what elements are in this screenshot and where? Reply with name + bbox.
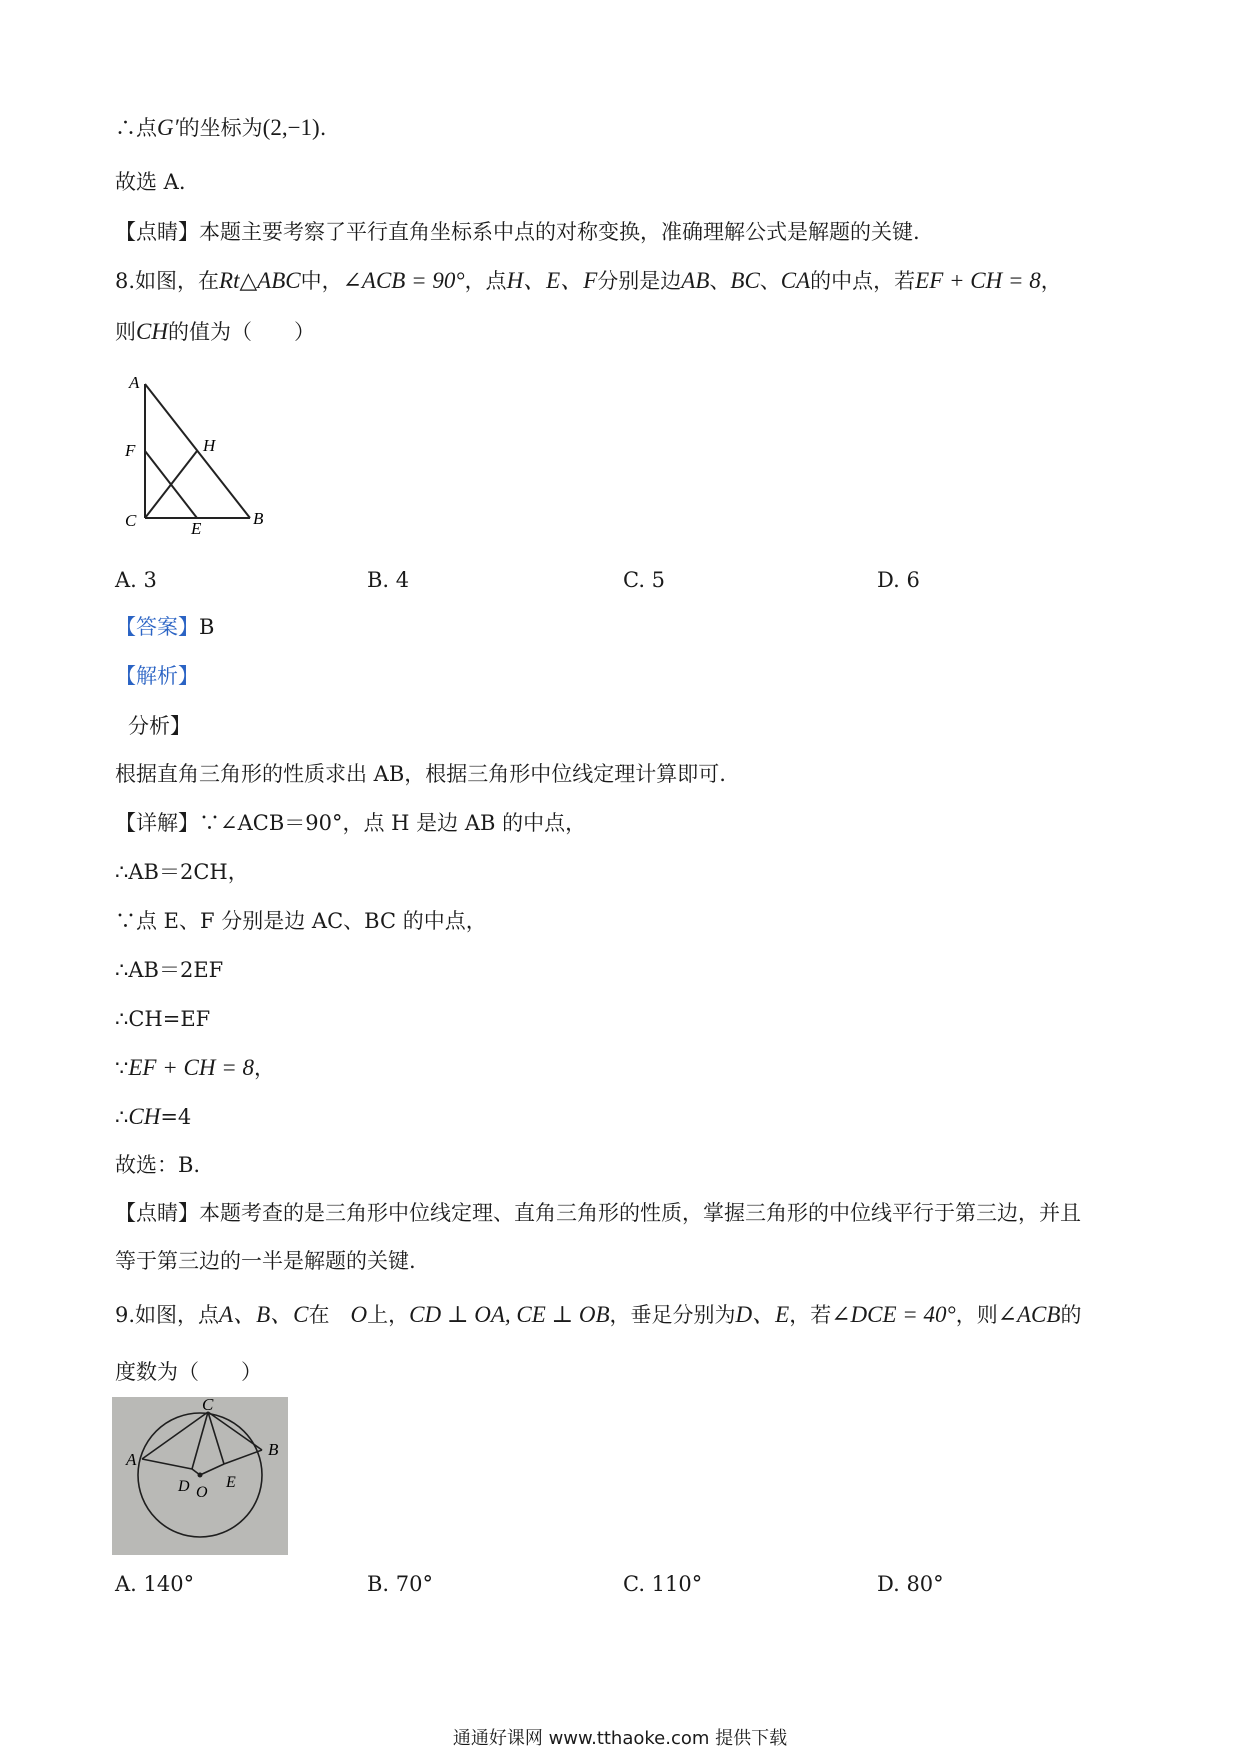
page-footer: 通通好课网 www.tthaoke.com 提供下载 <box>452 1728 788 1749</box>
label-a: A <box>129 374 140 392</box>
q8-answer: 【答案】B <box>115 615 215 639</box>
q8-analysis-head: 分析】 <box>128 714 191 738</box>
label-f: F <box>125 441 136 460</box>
q9-stem-line-1: 9.如图，点A、B、C在 O上，CD ⊥ OA, CE ⊥ OB，垂足分别为D、E，若∠DCE = 40°，则∠ACB的 <box>115 1302 1082 1327</box>
q9-option-b[interactable]: B. 70° <box>367 1572 434 1596</box>
prev-dianjing: 【点睛】本题主要考察了平行直角坐标系中点的对称变换，准确理解公式是解题的关键. <box>115 220 920 244</box>
label-e: E <box>226 1474 236 1491</box>
q8-analysis-tag: 【解析】 <box>115 664 199 688</box>
label-c: C <box>125 511 137 530</box>
q8-detail-line-2: ∴AB＝2CH， <box>115 860 249 884</box>
label-o: O <box>196 1484 208 1501</box>
q8-detail-line-7: ∴CH=4 <box>115 1104 192 1129</box>
q9-stem-line-2: 度数为（ ） <box>115 1360 262 1384</box>
center-point <box>198 1473 203 1478</box>
q9-option-c[interactable]: C. 110° <box>623 1572 703 1596</box>
q8-dianjing-line-2: 等于第三边的一半是解题的关键. <box>115 1249 416 1273</box>
q8-detail-line-1: 【详解】∵∠ACB＝90°，点 H 是边 AB 的中点， <box>115 811 587 835</box>
label-b: B <box>253 509 264 528</box>
label-d: D <box>178 1478 190 1495</box>
q8-choose: 故选：B. <box>115 1153 201 1177</box>
q8-detail-line-6: ∵EF + CH = 8， <box>115 1055 275 1080</box>
q9-circle-figure <box>112 1397 288 1555</box>
q8-dianjing-line-1: 【点睛】本题考查的是三角形中位线定理、直角三角形的性质，掌握三角形的中位线平行于第三边，并且 <box>115 1201 1081 1225</box>
q8-option-b[interactable]: B. 4 <box>367 568 410 592</box>
label-h: H <box>203 436 216 455</box>
q9-option-d[interactable]: D. 80° <box>877 1572 944 1596</box>
q8-stem-line-1: 8.如图，在Rt△ABC中，∠ACB = 90°，点H、E、F分别是边AB、BC、CA的中点，若EF + CH = 8， <box>115 268 1062 293</box>
q8-stem-line-2: 则CH的值为（ ） <box>115 319 315 344</box>
coordinate-conclusion: ∴点G′的坐标为(2,−1). <box>115 115 327 140</box>
label-e: E <box>191 519 202 534</box>
q8-detail-line-4: ∴AB＝2EF <box>115 958 224 982</box>
q8-detail-line-5: ∴CH=EF <box>115 1007 211 1031</box>
q8-analysis-text: 根据直角三角形的性质求出 AB，根据三角形中位线定理计算即可. <box>115 762 726 786</box>
q8-option-a[interactable]: A. 3 <box>115 568 157 592</box>
prev-choose: 故选 A. <box>115 170 186 194</box>
q9-option-a[interactable]: A. 140° <box>115 1572 195 1596</box>
label-b: B <box>268 1440 279 1459</box>
q8-option-c[interactable]: C. 5 <box>623 568 666 592</box>
q8-triangle-figure <box>115 374 275 534</box>
label-c: C <box>202 1397 214 1414</box>
q8-option-d[interactable]: D. 6 <box>877 568 920 592</box>
label-a: A <box>126 1450 137 1469</box>
q8-detail-line-3: ∵点 E、F 分别是边 AC、BC 的中点， <box>115 909 487 933</box>
